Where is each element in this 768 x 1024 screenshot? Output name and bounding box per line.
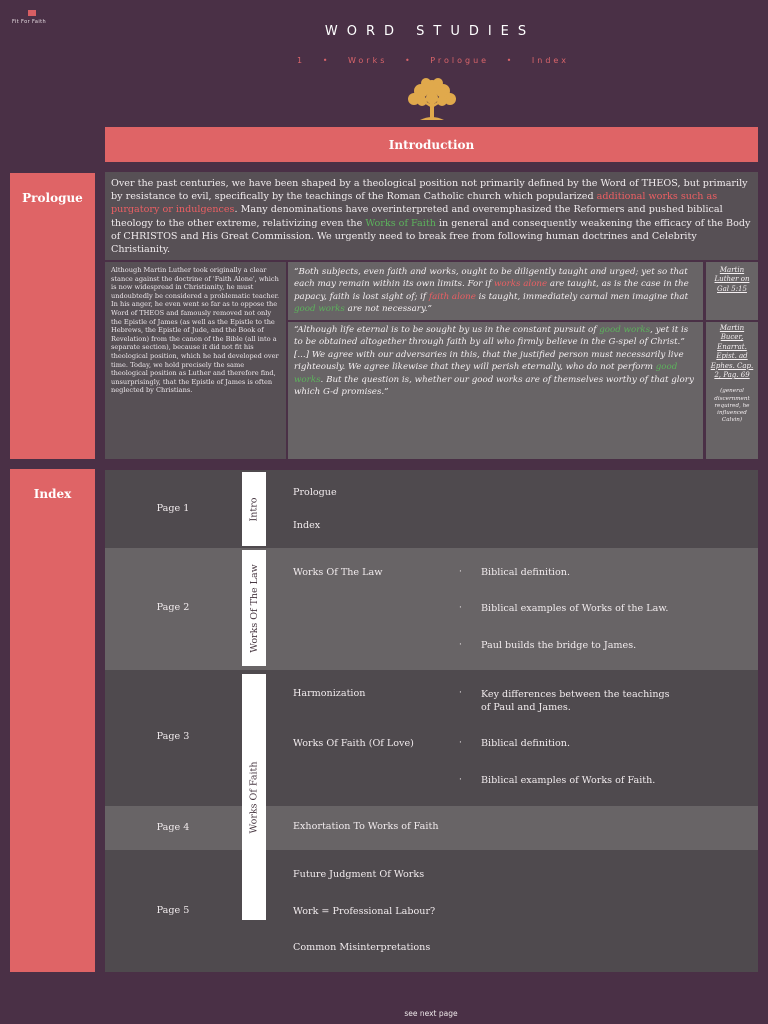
quote-part: is taught, immediately carnal men imagine that [475, 291, 689, 302]
highlight-good-works: good works [294, 304, 345, 315]
site-title: WORD STUDIES [324, 24, 536, 39]
source-luther [706, 262, 758, 320]
prologue-text-part: in general and consequently weakening the efficacy of the Body of CHRISTOS and His Great Commission. We urgently need to break free from following human doctrines and Celebrity Christianity. [111, 217, 751, 256]
breadcrumb-separator: • [322, 56, 331, 65]
index-link-faith-definition[interactable]: Biblical definition. [481, 738, 570, 749]
index-link-future-judgment[interactable]: Future Judgment Of Works [293, 869, 425, 880]
quote-part: , yet it is to be obtained altogether through faith by all who firmly believe in the G-spel of Christ.” [...] We agree with our adversaries in this, that the justified person must necessarily live righteously. We agree likewise that they will perish eternally, who do not perform [294, 325, 689, 373]
source-bucer-note: (general discernment required, he influenced Calvin) [714, 388, 750, 424]
page-label-1[interactable]: Page 1 [156, 503, 190, 514]
section-label-text: Works Of The Law [248, 563, 260, 653]
luther-quote [288, 262, 703, 320]
tree-icon [404, 74, 460, 126]
breadcrumb-separator: • [506, 56, 515, 65]
highlight-good-works: good works [294, 362, 678, 385]
prologue-text [105, 172, 758, 260]
page-label-3[interactable]: Page 3 [156, 731, 190, 742]
breadcrumb-item-index[interactable]: Index [531, 56, 569, 65]
source-bucer [706, 322, 758, 459]
section-label-intro [242, 472, 266, 546]
page-label-5[interactable]: Page 5 [156, 905, 190, 916]
highlight-works-of-faith: Works of Faith [365, 217, 436, 229]
quote-part: “Although life eternal is to be sought by us in the constant pursuit of [294, 325, 600, 335]
bullet: · [459, 738, 462, 748]
prologue-side-label: Prologue [10, 173, 95, 459]
index-side-label: Index [10, 469, 95, 972]
breadcrumb-separator: • [404, 56, 413, 65]
index-link-prologue[interactable]: Prologue [293, 487, 337, 498]
section-label-works-of-faith [242, 674, 266, 920]
house-icon [28, 10, 36, 16]
next-page-link[interactable]: see next page [404, 1009, 458, 1018]
index-link-misinterpretations[interactable]: Common Misinterpretations [293, 942, 431, 953]
highlight-good-works: good works [599, 325, 651, 335]
section-label-text: Works Of Faith [248, 761, 260, 833]
breadcrumb-item-1[interactable]: 1 [297, 56, 306, 65]
page-label-2[interactable]: Page 2 [156, 602, 190, 613]
index-link-exhortation[interactable]: Exhortation To Works of Faith [293, 821, 439, 832]
quote-part: . But the question is, whether our good works are of themselves worthy of that glory which G-d promises.” [294, 374, 694, 398]
quote-part: are taught, as is the case in the papacy, faith is lost sight of; if [294, 279, 689, 302]
bullet: · [459, 688, 462, 698]
breadcrumb-item-prologue[interactable]: Prologue [430, 56, 490, 65]
quote-part: “Both subjects, even faith and works, ought to be diligently taught and urged; yet so that each may remain within its own limits. For if [294, 267, 688, 290]
page-label-4[interactable]: Page 4 [156, 822, 190, 833]
index-link-faith-examples[interactable]: Biblical examples of Works of Faith. [481, 775, 656, 786]
bullet: · [459, 640, 462, 650]
prologue-text-part: . Many denominations have overinterpreted and overemphasized the Reformers and pushed biblical theology to the other extreme, relativizing even the [111, 204, 723, 229]
bullet: · [459, 775, 462, 785]
section-label-works-of-the-law [242, 550, 266, 666]
introduction-bar: Introduction [105, 127, 758, 162]
luther-note: Although Martin Luther took originally a clear stance against the doctrine of 'Faith Alone', which is now widespread in Christianity, he must undoubtedly be considered a problematic teacher. In his anger, he even went so far as to oppose the Word of THEOS and famously removed not only the Epistle of James (as well as the Epistle to the Hebrews, the Epistle of Jude, and the Book of Revelation) from the canon of the Bible (all into a separate section), because it did not fit his theological position, which he had developed over time. Today, we hold precisely the same theological position as Luther and therefore find, unsurprisingly, that the Epistle of James is often neglected by Christians. [105, 262, 286, 459]
bullet: · [459, 567, 462, 577]
highlight-works-alone: works alone [493, 279, 548, 290]
source-bucer-link[interactable]: Martin Bucer, Enarrat. Epist. ad Ephes. Cap. 2, Pag. 69 [710, 324, 754, 380]
section-label-text: Intro [248, 497, 260, 521]
highlight-additional-works: additional works such as purgatory or indulgences [111, 191, 718, 216]
highlight-faith-alone: faith alone [428, 291, 476, 302]
logo-text: Fit For Faith [12, 19, 47, 25]
index-link-key-differences[interactable]: Key differences between the teachings of Paul and James. [481, 689, 670, 713]
index-link-harmonization[interactable]: Harmonization [293, 688, 366, 699]
breadcrumb [0, 56, 768, 65]
index-link-law-definition[interactable]: Biblical definition. [481, 567, 570, 578]
index-link-works-of-the-law[interactable]: Works Of The Law [293, 567, 383, 578]
index-link-paul-bridge[interactable]: Paul builds the bridge to James. [481, 640, 637, 651]
bucer-quote [288, 322, 703, 459]
breadcrumb-item-works[interactable]: Works [347, 56, 388, 65]
index-link-index[interactable]: Index [293, 520, 321, 531]
prologue-text-part: Over the past centuries, we have been shaped by a theological position not primarily defined by the Word of THEOS, but primarily by resistance to evil, specifically by the teachings of the Roman Catholic church which popularized [111, 178, 748, 203]
bullet: · [459, 603, 462, 613]
quote-part: are not necessary.” [344, 304, 432, 315]
index-link-professional-labour[interactable]: Work = Professional Labour? [293, 906, 436, 917]
index-link-law-examples[interactable]: Biblical examples of Works of the Law. [481, 603, 669, 614]
index-link-works-of-faith[interactable]: Works Of Faith (Of Love) [293, 738, 414, 749]
source-luther-link[interactable]: Martin Luther on Gal 5:15 [714, 266, 750, 293]
